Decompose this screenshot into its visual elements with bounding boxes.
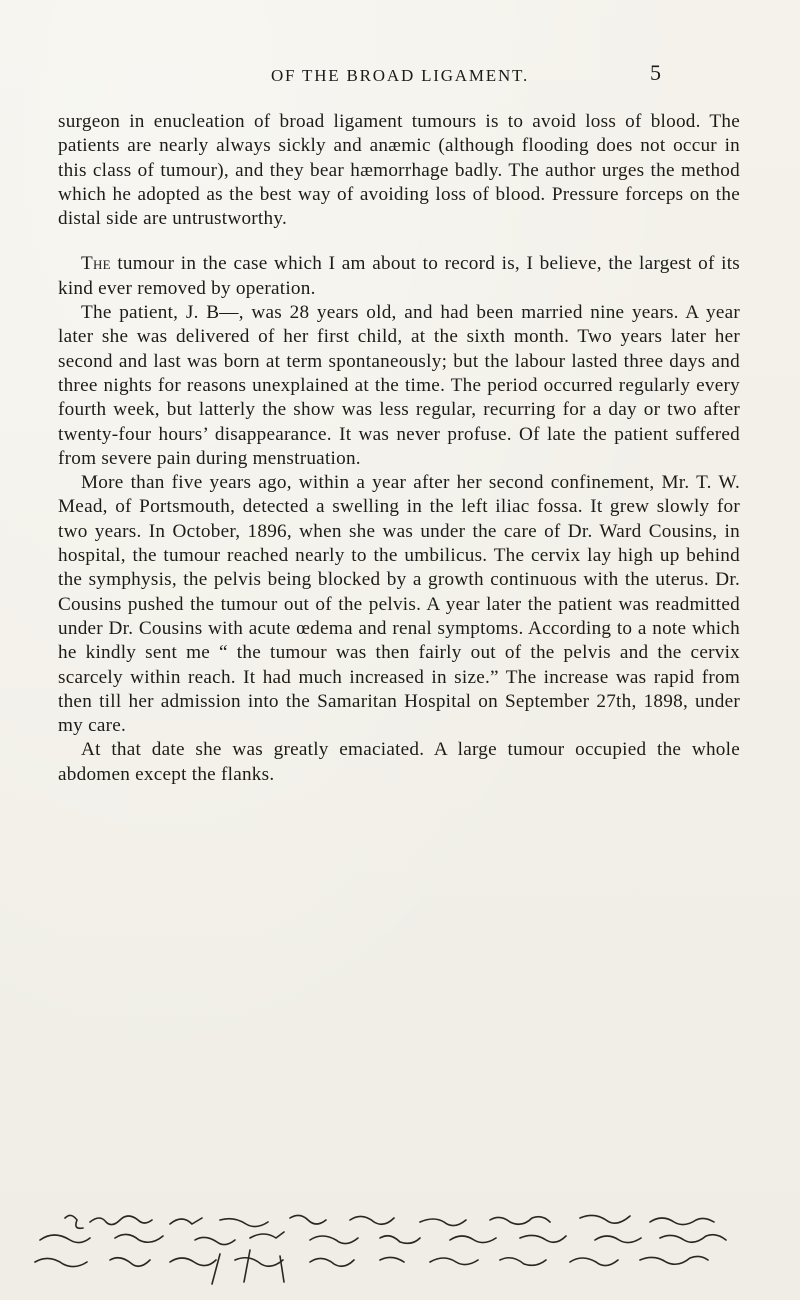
paragraph-3: The patient, J. B—, was 28 years old, and had been married nine years. A year later she was delivered of her first child, at the sixth month. Two years later her second and last was born at term spontaneously; but the labour lasted three days and three nights for reasons unexplained at the time. The period occurred regularly every fourth week, but latterly the show was less regular, recurring for a day or two after twenty-four hours’ disappearance. It was never profuse. Of late the patient suffered from severe pain during menstruation. <box>58 302 740 469</box>
running-head <box>0 60 800 90</box>
paragraph-1: surgeon in enucleation of broad ligament tumours is to avoid loss of blood. The patients are nearly always sickly and anæmic (although flooding does not occur in this class of tumour), and they bear hæmorrhage badly. The author urges the method which he adopted as the best way of avoiding loss of blood. Pressure forceps on the distal side are untrustworthy. <box>58 111 740 230</box>
paragraph-2-text: tumour in the case which I am about to record is, I believe, the largest of its kind ever removed by operation. <box>58 253 741 299</box>
handwritten-annotation <box>20 1210 780 1290</box>
paragraph-5: At that date she was greatly emaciated. A large tumour occupied the whole abdomen except the flanks. <box>58 739 740 785</box>
body-text <box>58 110 740 787</box>
section-lead-word: The <box>81 253 111 275</box>
running-title: OF THE BROAD LIGAMENT. <box>270 66 530 85</box>
paragraph-2 <box>58 252 740 301</box>
page-number: 5 <box>650 60 661 85</box>
paragraph-4: More than five years ago, within a year after her second confinement, Mr. T. W. Mead, of Portsmouth, detected a swelling in the left iliac fossa. It grew slowly for two years. In October, 1896, when she was under the care of Dr. Ward Cousins, in hospital, the tumour reached nearly to the umbilicus. The cervix lay high up behind the symphysis, the pelvis being blocked by a growth continuous with the uterus. Dr. Cousins pushed the tumour out of the pelvis. A year later the patient was readmitted under Dr. Cousins with acute œdema and renal symptoms. According to a note which he kindly sent me “ the tumour was then fairly out of the pelvis and the cervix scarcely within reach. It had much increased in size.” The increase was rapid from then till her admission into the Samaritan Hospital on September 27th, 1898, under my care. <box>58 472 740 737</box>
